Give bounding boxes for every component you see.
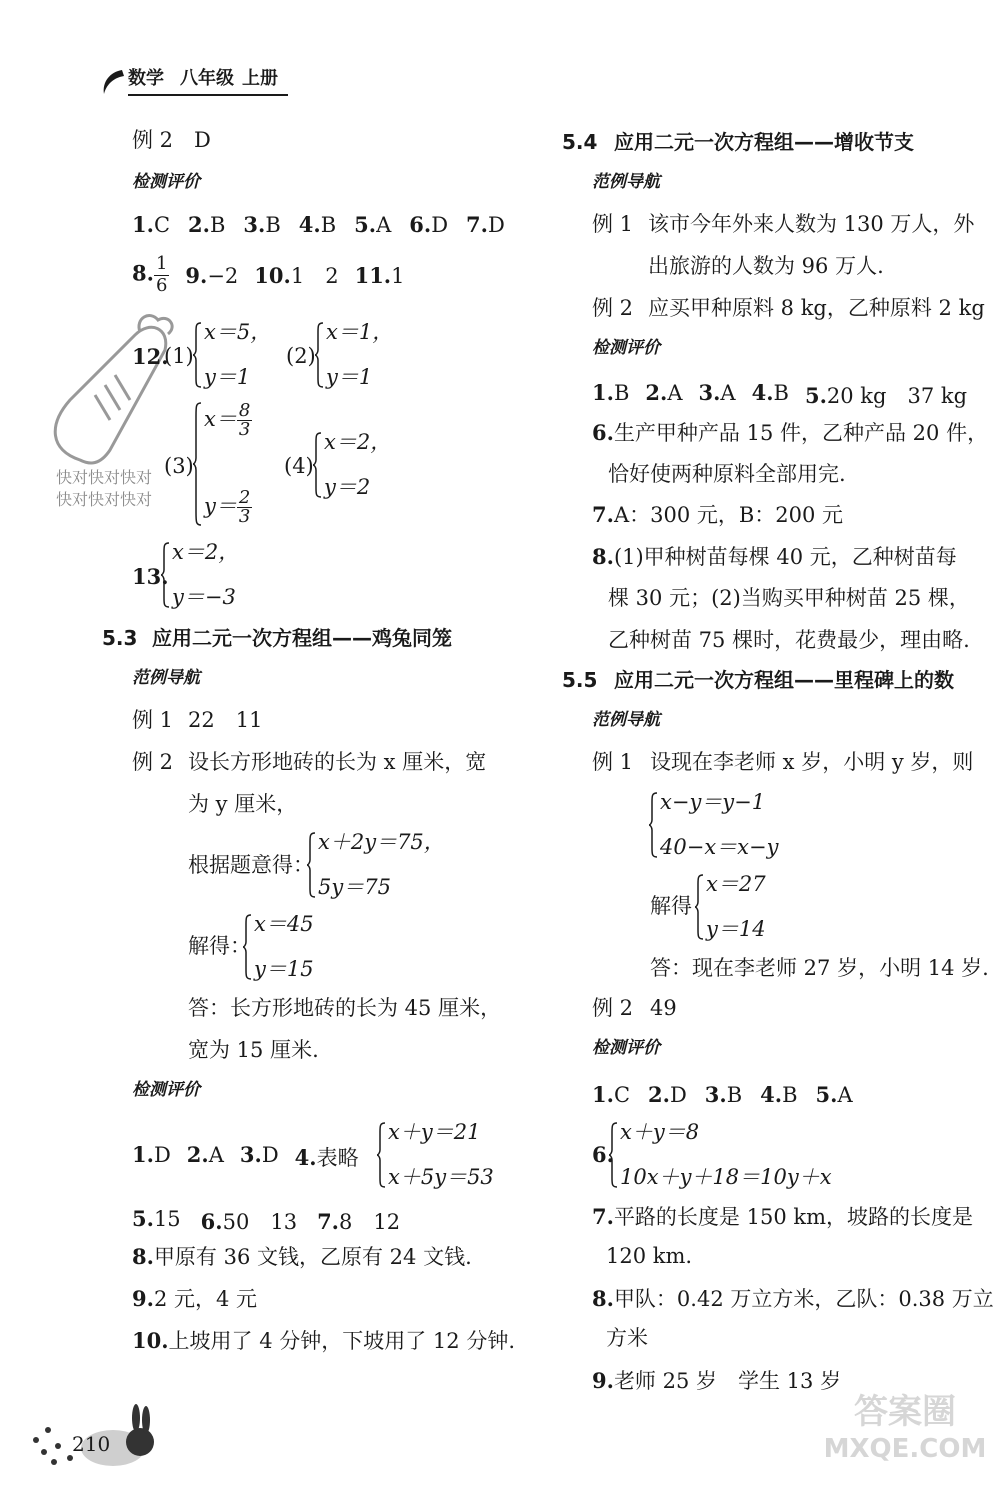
sec54-q8-line2: 棵 30 元；(2)当购买甲种树苗 25 棵， [608, 586, 970, 610]
q13-system: x＝2， y＝−3 [160, 542, 239, 608]
header-rule [128, 94, 288, 96]
stamp-text-line2: 快对快对快对 [56, 490, 153, 509]
sec53-q8: 8.甲原有 36 文钱，乙原有 24 文钱. [132, 1244, 472, 1269]
page-header [100, 62, 290, 96]
q12-3-label: (3) [164, 454, 194, 478]
left-answers-row1: 1.C 2.B 3.B 4.B 5.A 6.D 7.D [132, 212, 505, 237]
watermark-line1: 答案圈 [854, 1392, 956, 1432]
sec55-q7-line1: 7.平路的长度是 150 km，坡路的长度是 [592, 1204, 974, 1229]
sec55-number: 5.5 [562, 668, 598, 692]
sec53-title: 应用二元一次方程组——鸡兔同笼 [152, 626, 452, 650]
sec55-ex1-label: 例 1 [592, 750, 634, 774]
sec53-answers-row2: 5.15 6.50 13 7.8 12 [132, 1206, 401, 1234]
sec53-ex2-line1: 设长方形地砖的长为 x 厘米，宽 [188, 750, 487, 774]
left-check2-heading: 检测评价 [132, 1080, 200, 1100]
sec53-ex2-label: 例 2 [132, 750, 174, 774]
sec55-q9: 9.老师 25 岁 学生 13 岁 [592, 1368, 842, 1393]
sec55-q6-number: 6. [592, 1142, 614, 1167]
q12-2-system: x＝1， y＝1 [314, 322, 393, 388]
sec55-ex2-answer: 49 [650, 996, 677, 1020]
sec55-q8-line1: 8.甲队：0.42 万立方米，乙队：0.38 万立 [592, 1286, 994, 1311]
sec54-q8-line3: 乙种树苗 75 棵时，花费最少，理由略. [608, 628, 970, 652]
q13-number: 13. [132, 564, 169, 589]
q12-4-label: (4) [284, 454, 314, 478]
carrot-illustration [40, 310, 180, 480]
sec53-answers-row1: 1.D 2.A 3.D 4.表略 [132, 1142, 359, 1170]
sec54-answers-row1: 1.B 2.A 3.A 4.B 5.20 kg 37 kg [592, 380, 968, 408]
left-check-heading: 检测评价 [132, 172, 200, 192]
left-answers-row2: 8. $\frac{1}{6}$ 9.−2 10.1 2 11.1 [132, 253, 405, 296]
sec55-ex1-system: x−y＝y−1 40−x＝x−y [648, 792, 778, 858]
sec53-q9: 9.2 元，4 元 [132, 1286, 258, 1311]
sec54-q8-line1: 8.(1)甲种树苗每棵 40 元，乙种树苗每 [592, 544, 957, 569]
fraction-one-sixth: $\frac{1}{6}$ [155, 253, 168, 296]
sec54-ex1-line1: 该市今年外来人数为 130 万人，外 [648, 212, 975, 236]
header-grade: 八年级 [180, 68, 234, 89]
sec53-ex2-solution: x＝45 y＝15 [242, 914, 314, 980]
q12-4-system: x＝2， y＝2 [312, 432, 391, 498]
sec54-ex2-label: 例 2 [592, 296, 634, 320]
sec54-ex1-line2: 出旅游的人数为 96 万人. [648, 254, 884, 278]
right-guide-heading: 范例导航 [592, 172, 660, 192]
sec55-ex1-answer: 答：现在李老师 27 岁，小明 14 岁. [650, 956, 989, 980]
sec54-title: 应用二元一次方程组——增收节支 [614, 130, 914, 154]
right-guide2-heading: 范例导航 [592, 710, 660, 730]
sec55-ex2-label: 例 2 [592, 996, 634, 1020]
sec54-q7: 7.A：300 元，B：200 元 [592, 502, 844, 527]
sec54-ex1-label: 例 1 [592, 212, 634, 236]
header-volume: 上册 [242, 68, 278, 89]
watermark-line2: MXQE.COM [823, 1434, 987, 1464]
watermark [820, 1392, 990, 1476]
sec53-ex2-by: 根据题意得： [188, 853, 314, 877]
sec53-q4-system: x＋y＝21 x＋5y＝53 [376, 1122, 494, 1188]
sec53-ex2-system: x＋2y＝75， 5y＝75 [306, 832, 445, 898]
sec55-q8-line2: 方米 [606, 1326, 648, 1350]
right-check2-heading: 检测评价 [592, 1038, 660, 1058]
sec54-q6-line2: 恰好使两种原料全部用完. [608, 462, 846, 486]
sec53-ex2-line2: 为 y 厘米， [188, 792, 298, 816]
stamp-text-line1: 快对快对快对 [56, 468, 153, 487]
sec53-q10: 10.上坡用了 4 分钟，下坡用了 12 分钟. [132, 1328, 516, 1353]
q12-3-system: x＝ $\frac{8}{3}$ y＝ $\frac{2}{3}$ [192, 402, 252, 526]
sec53-ex1-answer: 22 11 [188, 708, 263, 732]
page-number: 210 [72, 1432, 111, 1456]
header-subject: 数学 [128, 68, 164, 89]
sec55-ex1-solution: x＝27 y＝14 [694, 874, 766, 940]
sec55-q6-system: x＋y＝8 10x＋y＋18＝10y＋x [608, 1122, 832, 1188]
swoosh-icon [100, 66, 126, 96]
sec55-q7-line2: 120 km. [606, 1244, 693, 1268]
sec55-title: 应用二元一次方程组——里程碑上的数 [614, 668, 954, 692]
sec55-ex1-line1: 设现在李老师 x 岁，小明 y 岁，则 [650, 750, 974, 774]
sec53-ex2-answer2: 宽为 15 厘米. [188, 1038, 319, 1062]
sec53-ex1-label: 例 1 [132, 708, 174, 732]
sec55-answers-row1: 1.C 2.D 3.B 4.B 5.A [592, 1082, 853, 1107]
sec53-number: 5.3 [102, 626, 138, 650]
sec53-ex2-solve: 解得： [188, 934, 251, 958]
sec54-number: 5.4 [562, 130, 598, 154]
sec53-ex2-answer1: 答：长方形地砖的长为 45 厘米， [188, 996, 502, 1020]
q12-1-system: x＝5， y＝1 [192, 322, 271, 388]
sec54-q6-line1: 6.生产甲种产品 15 件，乙种产品 20 件， [592, 420, 989, 445]
q12-number: 12. [132, 344, 169, 369]
left-ex2-answer: 例 2 D [132, 128, 211, 152]
left-guide-heading: 范例导航 [132, 668, 200, 688]
q12-2-label: (2) [286, 344, 316, 368]
sec54-ex2-answer: 应买甲种原料 8 kg，乙种原料 2 kg [648, 296, 985, 320]
q12-1-label: (1) [164, 344, 194, 368]
right-check-heading: 检测评价 [592, 338, 660, 358]
sec55-ex1-solve: 解得 [650, 894, 692, 918]
